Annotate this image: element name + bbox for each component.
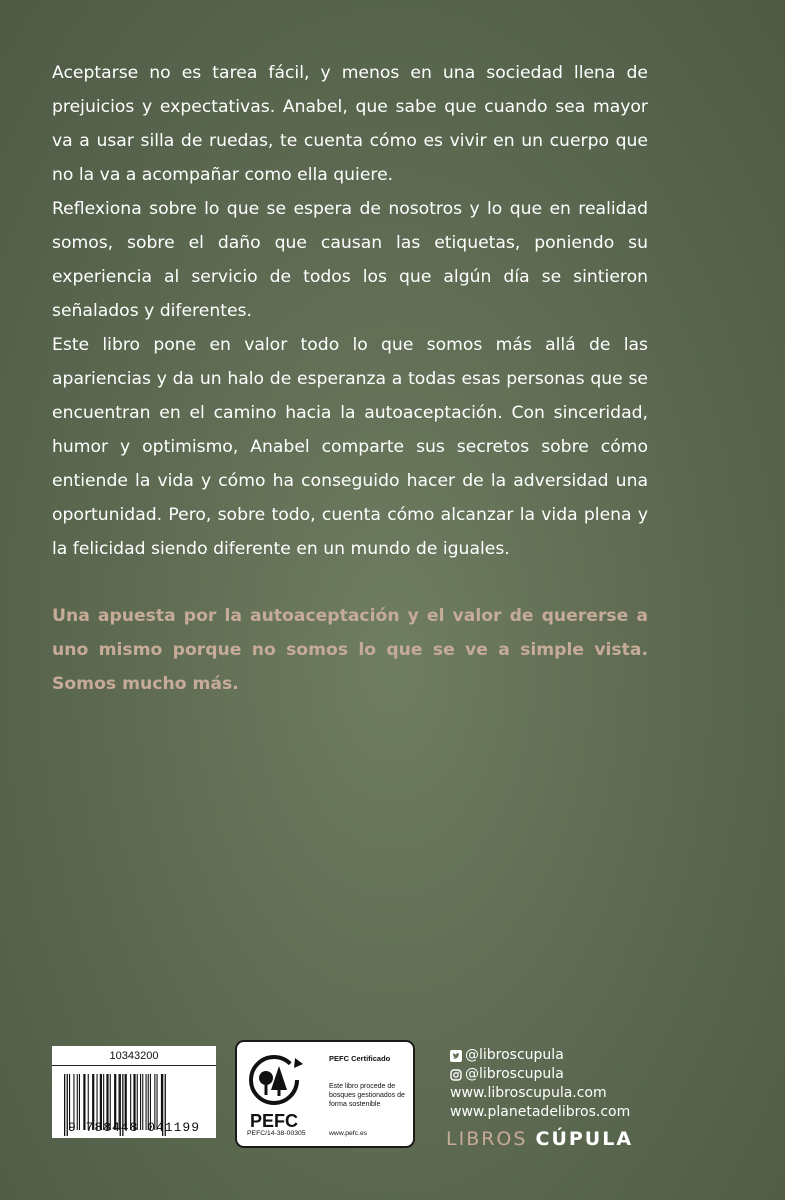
twitter-handle	[450, 1046, 630, 1065]
synopsis-paragraph: Reflexiona sobre lo que se espera de nosotros y lo que en realidad somos, sobre el daño que causan las etiquetas, poniendo su experiencia al servicio de todos los que algún día se sintieron señalados y diferentes.	[52, 199, 648, 321]
publisher-logo-part1: LIBROS	[446, 1128, 528, 1150]
synopsis-paragraph: Este libro pone en valor todo lo que somos más allá de las apariencias y da un halo de esperanza a todas esas personas que se encuentran en el camino hacia la autoaceptación. Con sinceridad, humor y optimismo, Anabel comparte sus secretos sobre cómo entiende la vida y cómo ha conseguido hacer de la adversidad una oportunidad. Pero, sobre todo, cuenta cómo alcanzar la vida plena y la felicidad siendo diferente en un mundo de iguales.	[52, 335, 648, 559]
twitter-icon	[450, 1050, 462, 1062]
pefc-title: PEFC Certificado	[329, 1054, 391, 1063]
publisher-logo-part2: CÚPULA	[535, 1128, 634, 1150]
highlight-paragraph: Una apuesta por la autoaceptación y el valor de quererse a uno mismo porque no somos lo que se ve a simple vista. Somos mucho más.	[52, 606, 648, 694]
synopsis-paragraph: Aceptarse no es tarea fácil, y menos en una sociedad llena de prejuicios y expectativas. Anabel, que sabe que cuando sea mayor va a usar silla de ruedas, te cuenta cómo es vivir en un cuerpo que no la va a acompañar como ella quiere.	[52, 63, 648, 185]
website-link[interactable]: www.libroscupula.com	[450, 1085, 607, 1101]
synopsis-intro	[52, 56, 648, 328]
synopsis-highlight	[52, 599, 648, 701]
instagram-handle	[450, 1065, 630, 1084]
barcode-code: 10343200	[52, 1046, 216, 1066]
pefc-logo	[247, 1050, 317, 1132]
publisher-logo	[446, 1128, 633, 1150]
website-link[interactable]: www.planetadelibros.com	[450, 1104, 631, 1120]
isbn-barcode	[52, 1046, 216, 1138]
pefc-certification	[235, 1040, 415, 1148]
instagram-handle-text: @libroscupula	[465, 1066, 564, 1082]
synopsis-body	[52, 328, 648, 566]
publisher-contacts	[450, 1046, 630, 1122]
twitter-handle-text: @libroscupula	[465, 1047, 564, 1063]
pefc-url: www.pefc.es	[329, 1130, 368, 1137]
pefc-code: PEFC/14-38-00305	[247, 1130, 306, 1137]
pefc-description: Este libro procede de bosques gestionados de forma sostenible	[329, 1083, 405, 1108]
instagram-icon	[450, 1069, 462, 1081]
barcode-digits: 9 788448 041199	[67, 1120, 201, 1135]
pefc-logo-text: PEFC	[249, 1111, 299, 1131]
